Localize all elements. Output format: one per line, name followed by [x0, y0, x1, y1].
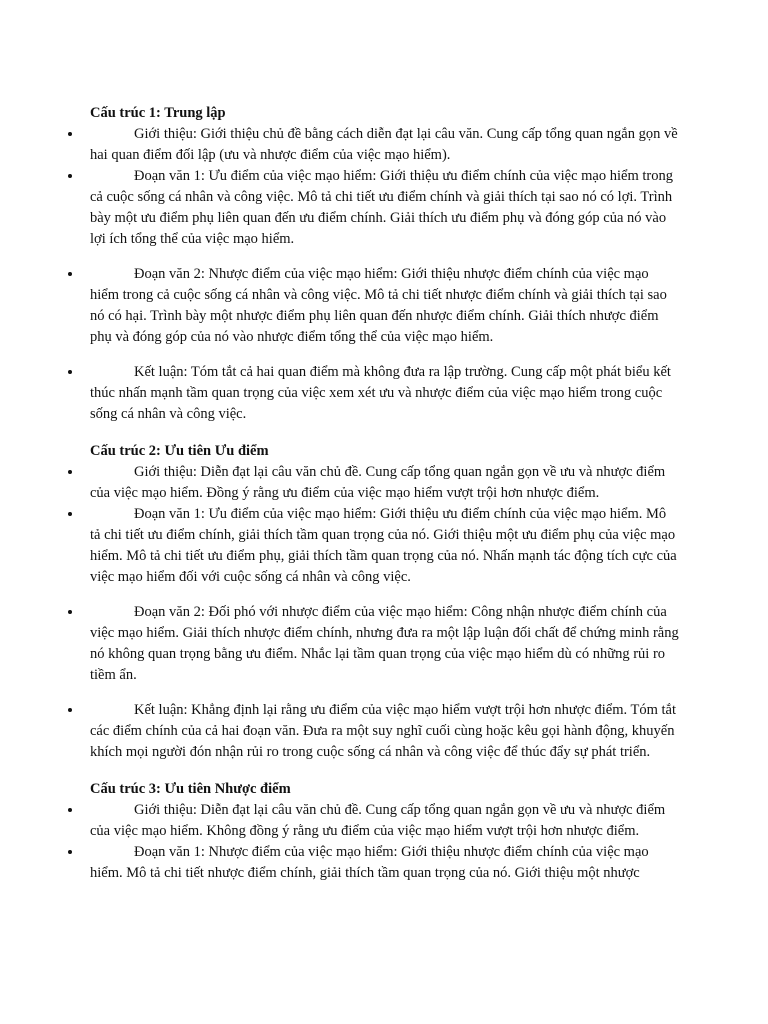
list-item: Kết luận: Khẳng định lại rằng ưu điểm của việc mạo hiểm vượt trội hơn nhược điểm. Tóm tắt các điểm chính của cả hai đoạn văn. Đưa ra một suy nghĩ cuối cùng hoặc kêu gọi hành động, khuyến khích mọi người đón nhận rủi ro trong cuộc sống cá nhân và công việc để thúc đẩy sự phát triển.	[90, 700, 680, 763]
bullet-icon	[68, 272, 72, 276]
list-item: Giới thiệu: Diễn đạt lại câu văn chủ đề. Cung cấp tổng quan ngắn gọn về ưu và nhược điểm của việc mạo hiểm. Đồng ý rằng ưu điểm của việc mạo hiểm vượt trội hơn nhược điểm.	[90, 462, 680, 504]
structure-1	[90, 103, 680, 425]
list-item: Giới thiệu: Diễn đạt lại câu văn chủ đề. Cung cấp tổng quan ngắn gọn về ưu và nhược điểm của việc mạo hiểm. Không đồng ý rằng ưu điểm của việc mạo hiểm vượt trội hơn nhược điểm.	[90, 800, 680, 842]
bullet-icon	[68, 132, 72, 136]
structure-2	[90, 441, 680, 763]
list-item: Đoạn văn 2: Nhược điểm của việc mạo hiểm: Giới thiệu nhược điểm chính của việc mạo hiểm trong cả cuộc sống cá nhân và công việc. Mô tả chi tiết nhược điểm chính và giải thích tại sao nó có hại. Trình bày một nhược điểm phụ liên quan đến nhược điểm chính. Giải thích nhược điểm phụ và đóng góp của nó vào nhược điểm tổng thể của việc mạo hiểm.	[90, 264, 680, 348]
bullet-list	[90, 124, 680, 425]
list-item: Kết luận: Tóm tắt cả hai quan điểm mà không đưa ra lập trường. Cung cấp một phát biểu kết thúc nhấn mạnh tầm quan trọng của việc xem xét ưu và nhược điểm của việc mạo hiểm trong cuộc sống cá nhân và công việc.	[90, 362, 680, 425]
list-item: Đoạn văn 2: Đối phó với nhược điểm của việc mạo hiểm: Công nhận nhược điểm chính của việc mạo hiểm. Giải thích nhược điểm chính, nhưng đưa ra một lập luận đối chất để chứng minh rằng nó không quan trọng bằng ưu điểm. Nhắc lại tầm quan trọng của việc mạo hiểm dù có những rủi ro tiềm ẩn.	[90, 602, 680, 686]
list-item: Giới thiệu: Giới thiệu chủ đề bằng cách diễn đạt lại câu văn. Cung cấp tổng quan ngắn gọn về hai quan điểm đối lập (ưu và nhược điểm của việc mạo hiểm).	[90, 124, 680, 166]
bullet-icon	[68, 470, 72, 474]
bullet-list	[90, 462, 680, 763]
bullet-icon	[68, 174, 72, 178]
structure-3	[90, 779, 680, 884]
bullet-list	[90, 800, 680, 884]
bullet-icon	[68, 708, 72, 712]
bullet-icon	[68, 610, 72, 614]
bullet-icon	[68, 808, 72, 812]
bullet-icon	[68, 512, 72, 516]
document-body	[90, 103, 680, 884]
section-heading: Cấu trúc 1: Trung lập	[90, 105, 226, 121]
section-heading: Cấu trúc 2: Ưu tiên Ưu điểm	[90, 443, 269, 459]
list-item: Đoạn văn 1: Ưu điểm của việc mạo hiểm: Giới thiệu ưu điểm chính của việc mạo hiểm. Mô tả chi tiết ưu điểm chính, giải thích tầm quan trọng của nó. Giới thiệu một ưu điểm phụ của việc mạo hiểm. Mô tả chi tiết ưu điểm phụ, giải thích tầm quan trọng của nó. Nhấn mạnh tác động tích cực của việc mạo hiểm đối với cuộc sống cá nhân và công việc.	[90, 504, 680, 588]
section-heading: Cấu trúc 3: Ưu tiên Nhược điểm	[90, 781, 291, 797]
bullet-icon	[68, 850, 72, 854]
list-item: Đoạn văn 1: Ưu điểm của việc mạo hiểm: Giới thiệu ưu điểm chính của việc mạo hiểm trong cả cuộc sống cá nhân và công việc. Mô tả chi tiết ưu điểm chính và giải thích tại sao nó có lợi. Trình bày một ưu điểm phụ liên quan đến ưu điểm chính. Giải thích ưu điểm phụ và đóng góp của nó vào lợi ích tổng thể của việc mạo hiểm.	[90, 166, 680, 250]
bullet-icon	[68, 370, 72, 374]
list-item: Đoạn văn 1: Nhược điểm của việc mạo hiểm: Giới thiệu nhược điểm chính của việc mạo hiểm. Mô tả chi tiết nhược điểm chính, giải thích tầm quan trọng của nó. Giới thiệu một nhược	[90, 842, 680, 884]
